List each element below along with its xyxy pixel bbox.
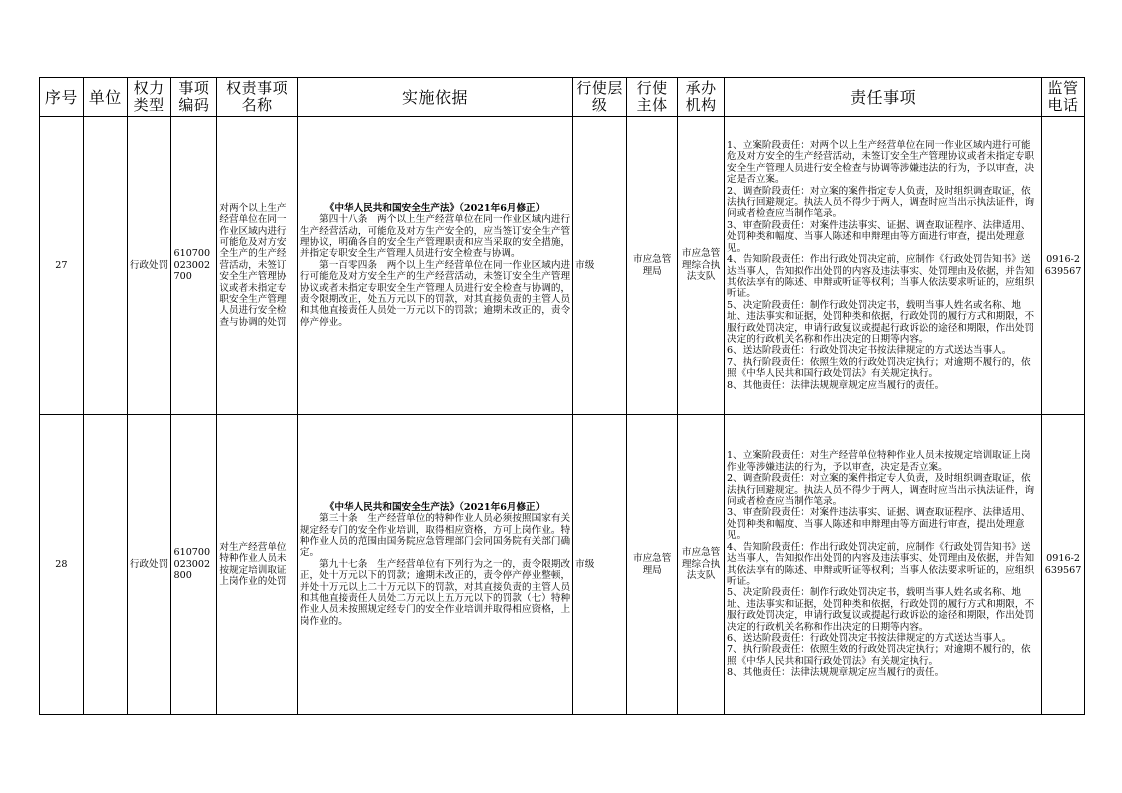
header-handler: 承办机构 — [678, 78, 725, 117]
header-phone: 监管电话 — [1042, 78, 1085, 117]
row-level: 市级 — [573, 117, 627, 415]
responsibility-item: 1、立案阶段责任：对两个以上生产经营单位在同一作业区域内进行可能危及对方安全的生产经营活动，未签订安全生产管理协议或者未指定专职安全生产管理人员进行安全检查与协调等涉嫌违法的行为，予以审查，决定是否立案。 — [727, 140, 1035, 186]
table-row — [40, 117, 1085, 415]
responsibility-item: 2、调查阶段责任：对立案的案件指定专人负责，及时组织调查取证，依法执行回避规定。执法人员不得少于两人，调查时应当出示执法证件，询问或者检查应当制作笔录。 — [727, 185, 1035, 220]
row-phone: 0916-2639567 — [1042, 415, 1085, 715]
responsibility-item: 7、执行阶段责任：依照生效的行政处罚决定执行；对逾期不履行的，依照《中华人民共和国行政处罚法》有关规定执行。 — [727, 644, 1031, 667]
row-item-name: 对生产经营单位特种作业人员未按规定培训取证上岗作业的处罚 — [217, 415, 298, 715]
header-responsibility: 责任事项 — [725, 78, 1042, 117]
responsibility-item: 8、其他责任：法律法规规章规定应当履行的责任。 — [727, 667, 945, 679]
header-seq: 序号 — [40, 78, 84, 117]
row-item-code: 610700023002800 — [171, 415, 217, 715]
row-responsibility — [725, 415, 1042, 715]
responsibility-item: 8、其他责任：法律法规规章规定应当履行的责任。 — [727, 379, 945, 391]
basis-paragraph: 第四十八条 两个以上生产经营单位在同一作业区域内进行生产经营活动，可能危及对方生产安全的，应当签订安全生产管理协议，明确各自的安全生产管理职责和应当采取的安全措施，并指定专职安全生产管理人员进行安全检查与协调。 — [299, 214, 571, 260]
row-item-name: 对两个以上生产经营单位在同一作业区域内进行可能危及对方安全生产的生产经营活动，未签订安全生产管理协议或者未指定专职安全生产管理人员进行安全检查与协调的处罚 — [217, 117, 298, 415]
row-basis — [297, 117, 572, 415]
responsibility-item: 3、审查阶段责任：对案件违法事实、证据、调查取证程序、法律适用、处罚种类和幅度、当事人陈述和申辩理由等方面进行审查，提出处理意见。 — [727, 507, 1031, 542]
row-power-type: 行政处罚 — [127, 415, 171, 715]
responsibility-item: 4、告知阶段责任：作出行政处罚决定前，应制作《行政处罚告知书》送达当事人，告知拟作出处罚的内容及违法事实、处罚理由及依据，并告知其依法享有的陈述、申辩或听证等权利；当事人依法要求听证的，应组织听证。 — [727, 541, 1035, 587]
responsibility-item: 7、执行阶段责任：依照生效的行政处罚决定执行；对逾期不履行的，依照《中华人民共和国行政处罚法》有关规定执行。 — [727, 356, 1031, 380]
header-item-code: 事项编码 — [171, 78, 217, 117]
row-phone: 0916-2639567 — [1042, 117, 1085, 415]
basis-paragraph: 第三十条 生产经营单位的特种作业人员必须按照国家有关规定经专门的安全作业培训，取得相应资格，方可上岗作业。特种作业人员的范围由国务院应急管理部门会同国务院有关部门确定。 — [299, 513, 571, 559]
row-unit — [83, 415, 127, 715]
row-item-code: 610700023002700 — [171, 117, 217, 415]
row-power-type: 行政处罚 — [127, 117, 171, 415]
basis-title: 《中华人民共和国安全生产法》（2021年6月修正） — [324, 202, 546, 214]
basis-paragraph: 第一百零四条 两个以上生产经营单位在同一作业区域内进行可能危及对方安全生产的生产经营活动，未签订安全生产管理协议或者未指定专职安全生产管理人员进行安全检查与协调的，责令限期改正，处五万元以下的罚款，对其直接负责的主管人员和其他直接责任人员处一万元以下的罚款；逾期未改正的，责令停产停业。 — [299, 259, 571, 328]
row-subject: 市应急管理局 — [627, 117, 678, 415]
header-power-type: 权力类型 — [127, 78, 171, 117]
responsibility-item: 6、送达阶段责任：行政处罚决定书按法律规定的方式送达当事人。 — [727, 632, 1012, 644]
row-basis — [297, 415, 572, 715]
row-subject: 市应急管理局 — [627, 415, 678, 715]
row-unit — [83, 117, 127, 415]
row-level: 市级 — [573, 415, 627, 715]
row-responsibility — [725, 117, 1042, 415]
header-basis: 实施依据 — [297, 78, 572, 117]
header-item-name: 权责事项名称 — [217, 78, 298, 117]
basis-title: 《中华人民共和国安全生产法》（2021年6月修正） — [324, 501, 546, 513]
row-handler: 市应急管理综合执法支队 — [678, 415, 725, 715]
responsibility-item: 3、审查阶段责任：对案件违法事实、证据、调查取证程序、法律适用、处罚种类和幅度、当事人陈述和申辩理由等方面进行审查，提出处理意见。 — [727, 219, 1031, 254]
table-row — [40, 415, 1085, 715]
row-handler: 市应急管理综合执法支队 — [678, 117, 725, 415]
header-unit: 单位 — [83, 78, 127, 117]
responsibility-item: 5、决定阶段责任：制作行政处罚决定书，载明当事人姓名或名称、地址、违法事实和证据，处罚种类和依据，行政处罚的履行方式和期限，不服行政处罚决定，申请行政复议或提起行政诉讼的途径和期限，作出处罚决定的行政机关名称和作出决定的日期等内容。 — [727, 299, 1035, 345]
header-row — [40, 78, 1085, 117]
responsibility-item: 4、告知阶段责任：作出行政处罚决定前，应制作《行政处罚告知书》送达当事人，告知拟作出处罚的内容及违法事实、处罚理由及依据，并告知其依法享有的陈述、申辩或听证等权利；当事人依法要求听证的，应组织听证。 — [727, 254, 1035, 300]
row-seq: 27 — [40, 117, 84, 415]
row-seq: 28 — [40, 415, 84, 715]
responsibility-item: 5、决定阶段责任：制作行政处罚决定书，载明当事人姓名或名称、地址、违法事实和证据，处罚种类和依据，行政处罚的履行方式和期限，不服行政处罚决定，申请行政复议或提起行政诉讼的途径和期限，作出处罚决定的行政机关名称和作出决定的日期等内容。 — [727, 587, 1035, 633]
responsibility-item: 2、调查阶段责任：对立案的案件指定专人负责，及时组织调查取证，依法执行回避规定。执法人员不得少于两人，调查时应当出示执法证件，询问或者检查应当制作笔录。 — [727, 473, 1035, 508]
power-list-table — [39, 77, 1085, 715]
basis-paragraph: 第九十七条 生产经营单位有下列行为之一的，责令限期改正，处十万元以下的罚款；逾期未改正的，责令停产停业整顿，并处十万元以上二十万元以下的罚款，对其直接负责的主管人员和其他直接责任人员处二万元以上五万元以下的罚款（七）特种作业人员未按照规定经专门的安全作业培训并取得相应资格，上岗作业的。 — [299, 558, 571, 627]
header-subject: 行使主体 — [627, 78, 678, 117]
header-level: 行使层级 — [573, 78, 627, 117]
responsibility-item: 6、送达阶段责任：行政处罚决定书按法律规定的方式送达当事人。 — [727, 345, 1012, 357]
responsibility-item: 1、立案阶段责任：对生产经营单位特种作业人员未按规定培训取证上岗作业等涉嫌违法的行为，予以审查，决定是否立案。 — [727, 450, 1031, 473]
